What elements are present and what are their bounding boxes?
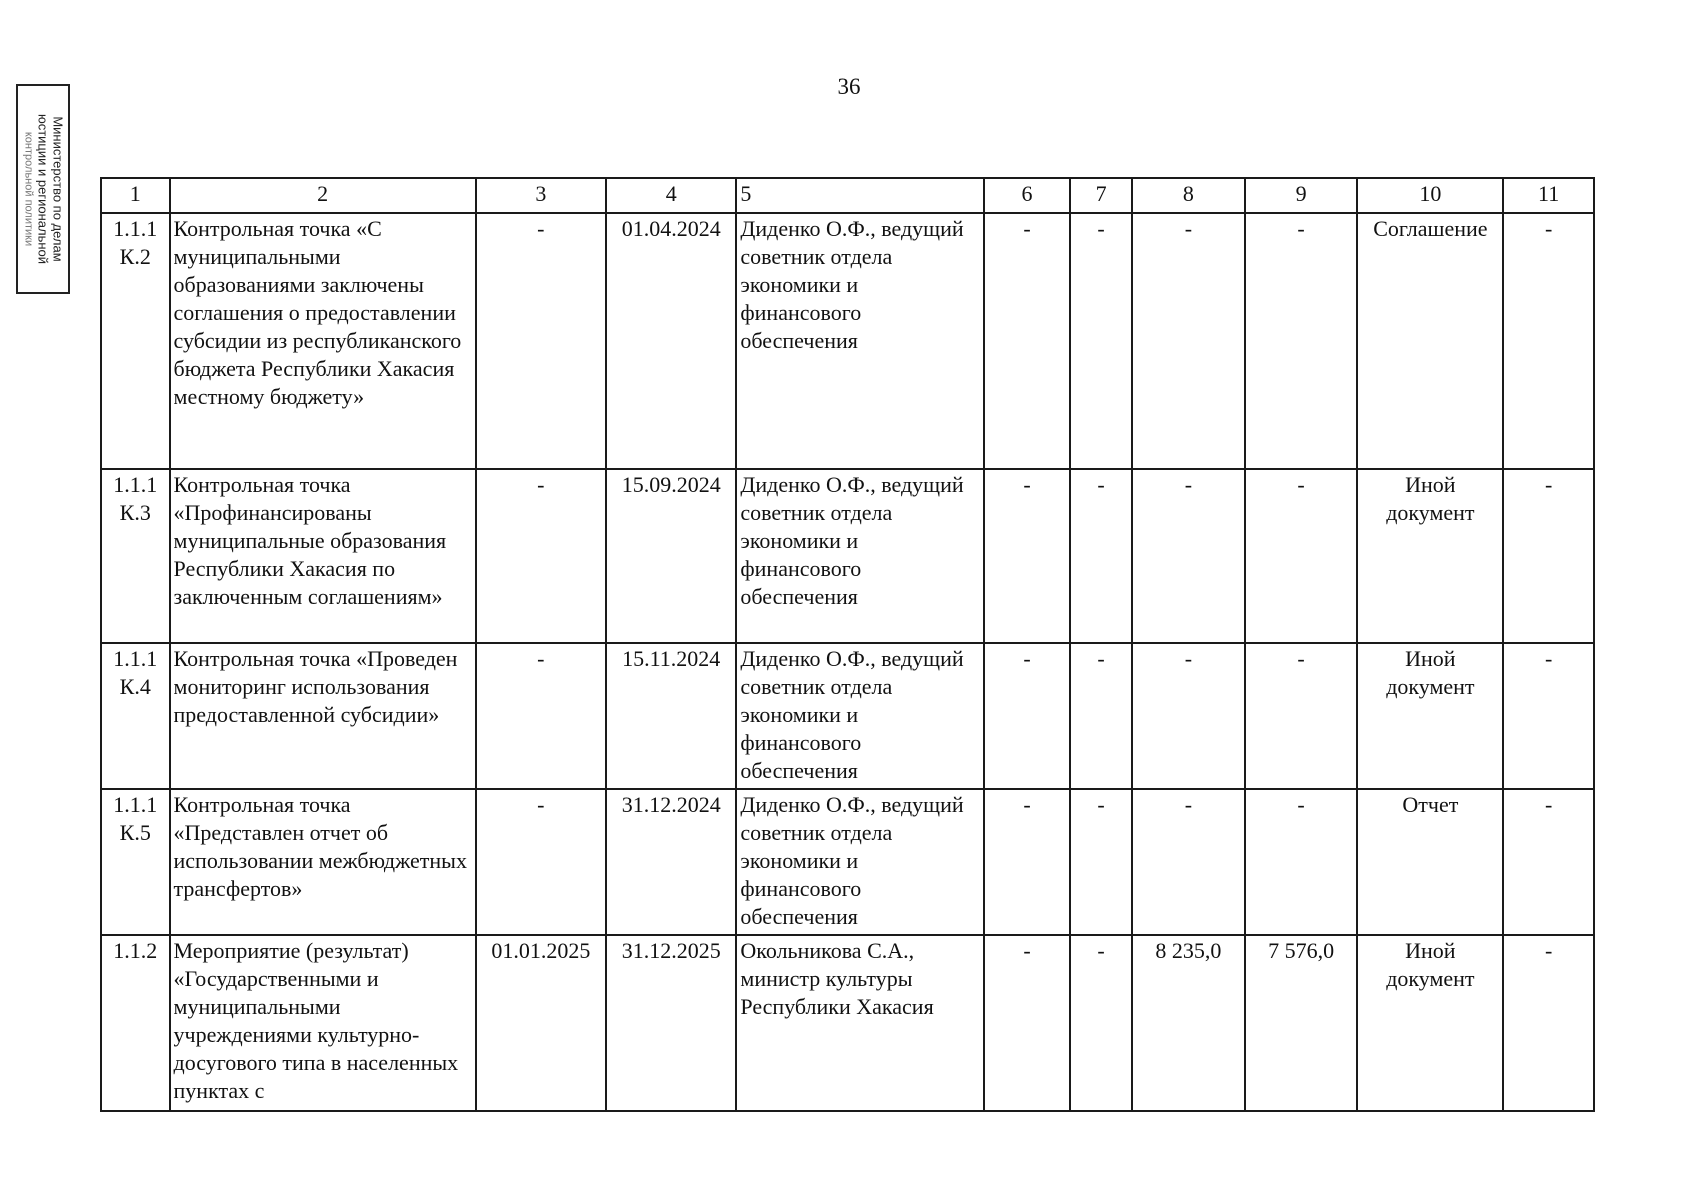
row-number-line-2: К.2 bbox=[119, 244, 151, 269]
cell-col-7: - bbox=[1070, 789, 1132, 935]
table-row bbox=[101, 213, 1594, 469]
header-cell-11: 11 bbox=[1503, 178, 1594, 213]
cell-end-date: 01.04.2024 bbox=[606, 213, 736, 469]
cell-col-7: - bbox=[1070, 213, 1132, 469]
cell-col-7: - bbox=[1070, 935, 1132, 1111]
cell-end-date: 31.12.2024 bbox=[606, 789, 736, 935]
cell-responsible: Диденко О.Ф., ведущий советник отдела экономики и финансового обеспечения bbox=[736, 469, 984, 643]
stamp-line-1: Министерство по делам bbox=[50, 116, 66, 262]
cell-number bbox=[101, 213, 170, 469]
cell-col-11: - bbox=[1503, 469, 1594, 643]
row-number-line-1: 1.1.1 bbox=[113, 472, 158, 497]
cell-end-date: 15.11.2024 bbox=[606, 643, 736, 789]
stamp-line-3: контрольной политики bbox=[22, 131, 35, 247]
cell-responsible: Диденко О.Ф., ведущий советник отдела экономики и финансового обеспечения bbox=[736, 643, 984, 789]
row-number-line-2: К.3 bbox=[119, 500, 151, 525]
cell-col-9: 7 576,0 bbox=[1245, 935, 1358, 1111]
cell-name: Контрольная точка «Представлен отчет об использовании межбюджетных трансфертов» bbox=[170, 789, 476, 935]
header-cell-8: 8 bbox=[1132, 178, 1245, 213]
cell-name: Контрольная точка «Профинансированы муниципальные образования Республики Хакасия по заключенным соглашениям» bbox=[170, 469, 476, 643]
cell-col-8: - bbox=[1132, 213, 1245, 469]
page-number: 36 bbox=[837, 74, 861, 99]
cell-col-6: - bbox=[984, 469, 1070, 643]
cell-col-9: - bbox=[1245, 213, 1358, 469]
cell-number bbox=[101, 789, 170, 935]
table-row bbox=[101, 469, 1594, 643]
cell-name: Контрольная точка «С муниципальными образованиями заключены соглашения о предоставлении субсидии из республиканского бюджета Республики Хакасия местному бюджету» bbox=[170, 213, 476, 469]
header-cell-2: 2 bbox=[170, 178, 476, 213]
cell-start-date: - bbox=[476, 643, 606, 789]
cell-number bbox=[101, 935, 170, 1111]
row-number-line-1: 1.1.1 bbox=[113, 216, 158, 241]
cell-document: Иной документ bbox=[1357, 469, 1503, 643]
header-cell-6: 6 bbox=[984, 178, 1070, 213]
cell-name: Мероприятие (результат) «Государственными и муниципальными учреждениями культурно-досугового типа в населенных пунктах с bbox=[170, 935, 476, 1111]
cell-document: Отчет bbox=[1357, 789, 1503, 935]
header-cell-9: 9 bbox=[1245, 178, 1358, 213]
cell-col-8: - bbox=[1132, 469, 1245, 643]
cell-col-6: - bbox=[984, 643, 1070, 789]
cell-col-8: - bbox=[1132, 643, 1245, 789]
cell-document: Соглашение bbox=[1357, 213, 1503, 469]
cell-col-8: - bbox=[1132, 789, 1245, 935]
header-row bbox=[101, 178, 1594, 213]
cell-start-date: - bbox=[476, 789, 606, 935]
table-row bbox=[101, 643, 1594, 789]
registration-stamp bbox=[16, 84, 70, 294]
header-cell-4: 4 bbox=[606, 178, 736, 213]
cell-col-9: - bbox=[1245, 789, 1358, 935]
plan-table bbox=[100, 177, 1595, 1112]
cell-document: Иной документ bbox=[1357, 643, 1503, 789]
header-cell-1: 1 bbox=[101, 178, 170, 213]
row-number-line-1: 1.1.2 bbox=[113, 938, 158, 963]
header-cell-5: 5 bbox=[736, 178, 984, 213]
cell-col-11: - bbox=[1503, 789, 1594, 935]
cell-col-9: - bbox=[1245, 643, 1358, 789]
stamp-text bbox=[21, 86, 66, 292]
row-number-line-1: 1.1.1 bbox=[113, 792, 158, 817]
cell-start-date: 01.01.2025 bbox=[476, 935, 606, 1111]
stamp-line-2: юстиции и региональной bbox=[35, 113, 51, 265]
table-row bbox=[101, 935, 1594, 1111]
cell-col-11: - bbox=[1503, 643, 1594, 789]
row-number-line-2: К.4 bbox=[119, 674, 151, 699]
cell-col-11: - bbox=[1503, 935, 1594, 1111]
cell-col-6: - bbox=[984, 935, 1070, 1111]
cell-col-7: - bbox=[1070, 469, 1132, 643]
cell-start-date: - bbox=[476, 213, 606, 469]
cell-name: Контрольная точка «Проведен мониторинг использования предоставленной субсидии» bbox=[170, 643, 476, 789]
cell-end-date: 15.09.2024 bbox=[606, 469, 736, 643]
cell-responsible: Окольникова С.А., министр культуры Республики Хакасия bbox=[736, 935, 984, 1111]
cell-number bbox=[101, 469, 170, 643]
cell-col-11: - bbox=[1503, 213, 1594, 469]
row-number-line-2: К.5 bbox=[119, 820, 151, 845]
header-cell-3: 3 bbox=[476, 178, 606, 213]
header-cell-10: 10 bbox=[1357, 178, 1503, 213]
cell-col-8: 8 235,0 bbox=[1132, 935, 1245, 1111]
cell-col-6: - bbox=[984, 213, 1070, 469]
cell-responsible: Диденко О.Ф., ведущий советник отдела экономики и финансового обеспечения bbox=[736, 213, 984, 469]
header-cell-7: 7 bbox=[1070, 178, 1132, 213]
cell-document: Иной документ bbox=[1357, 935, 1503, 1111]
cell-col-9: - bbox=[1245, 469, 1358, 643]
row-number-line-1: 1.1.1 bbox=[113, 646, 158, 671]
cell-col-7: - bbox=[1070, 643, 1132, 789]
cell-end-date: 31.12.2025 bbox=[606, 935, 736, 1111]
cell-number bbox=[101, 643, 170, 789]
cell-responsible: Диденко О.Ф., ведущий советник отдела экономики и финансового обеспечения bbox=[736, 789, 984, 935]
cell-col-6: - bbox=[984, 789, 1070, 935]
cell-start-date: - bbox=[476, 469, 606, 643]
table-row bbox=[101, 789, 1594, 935]
